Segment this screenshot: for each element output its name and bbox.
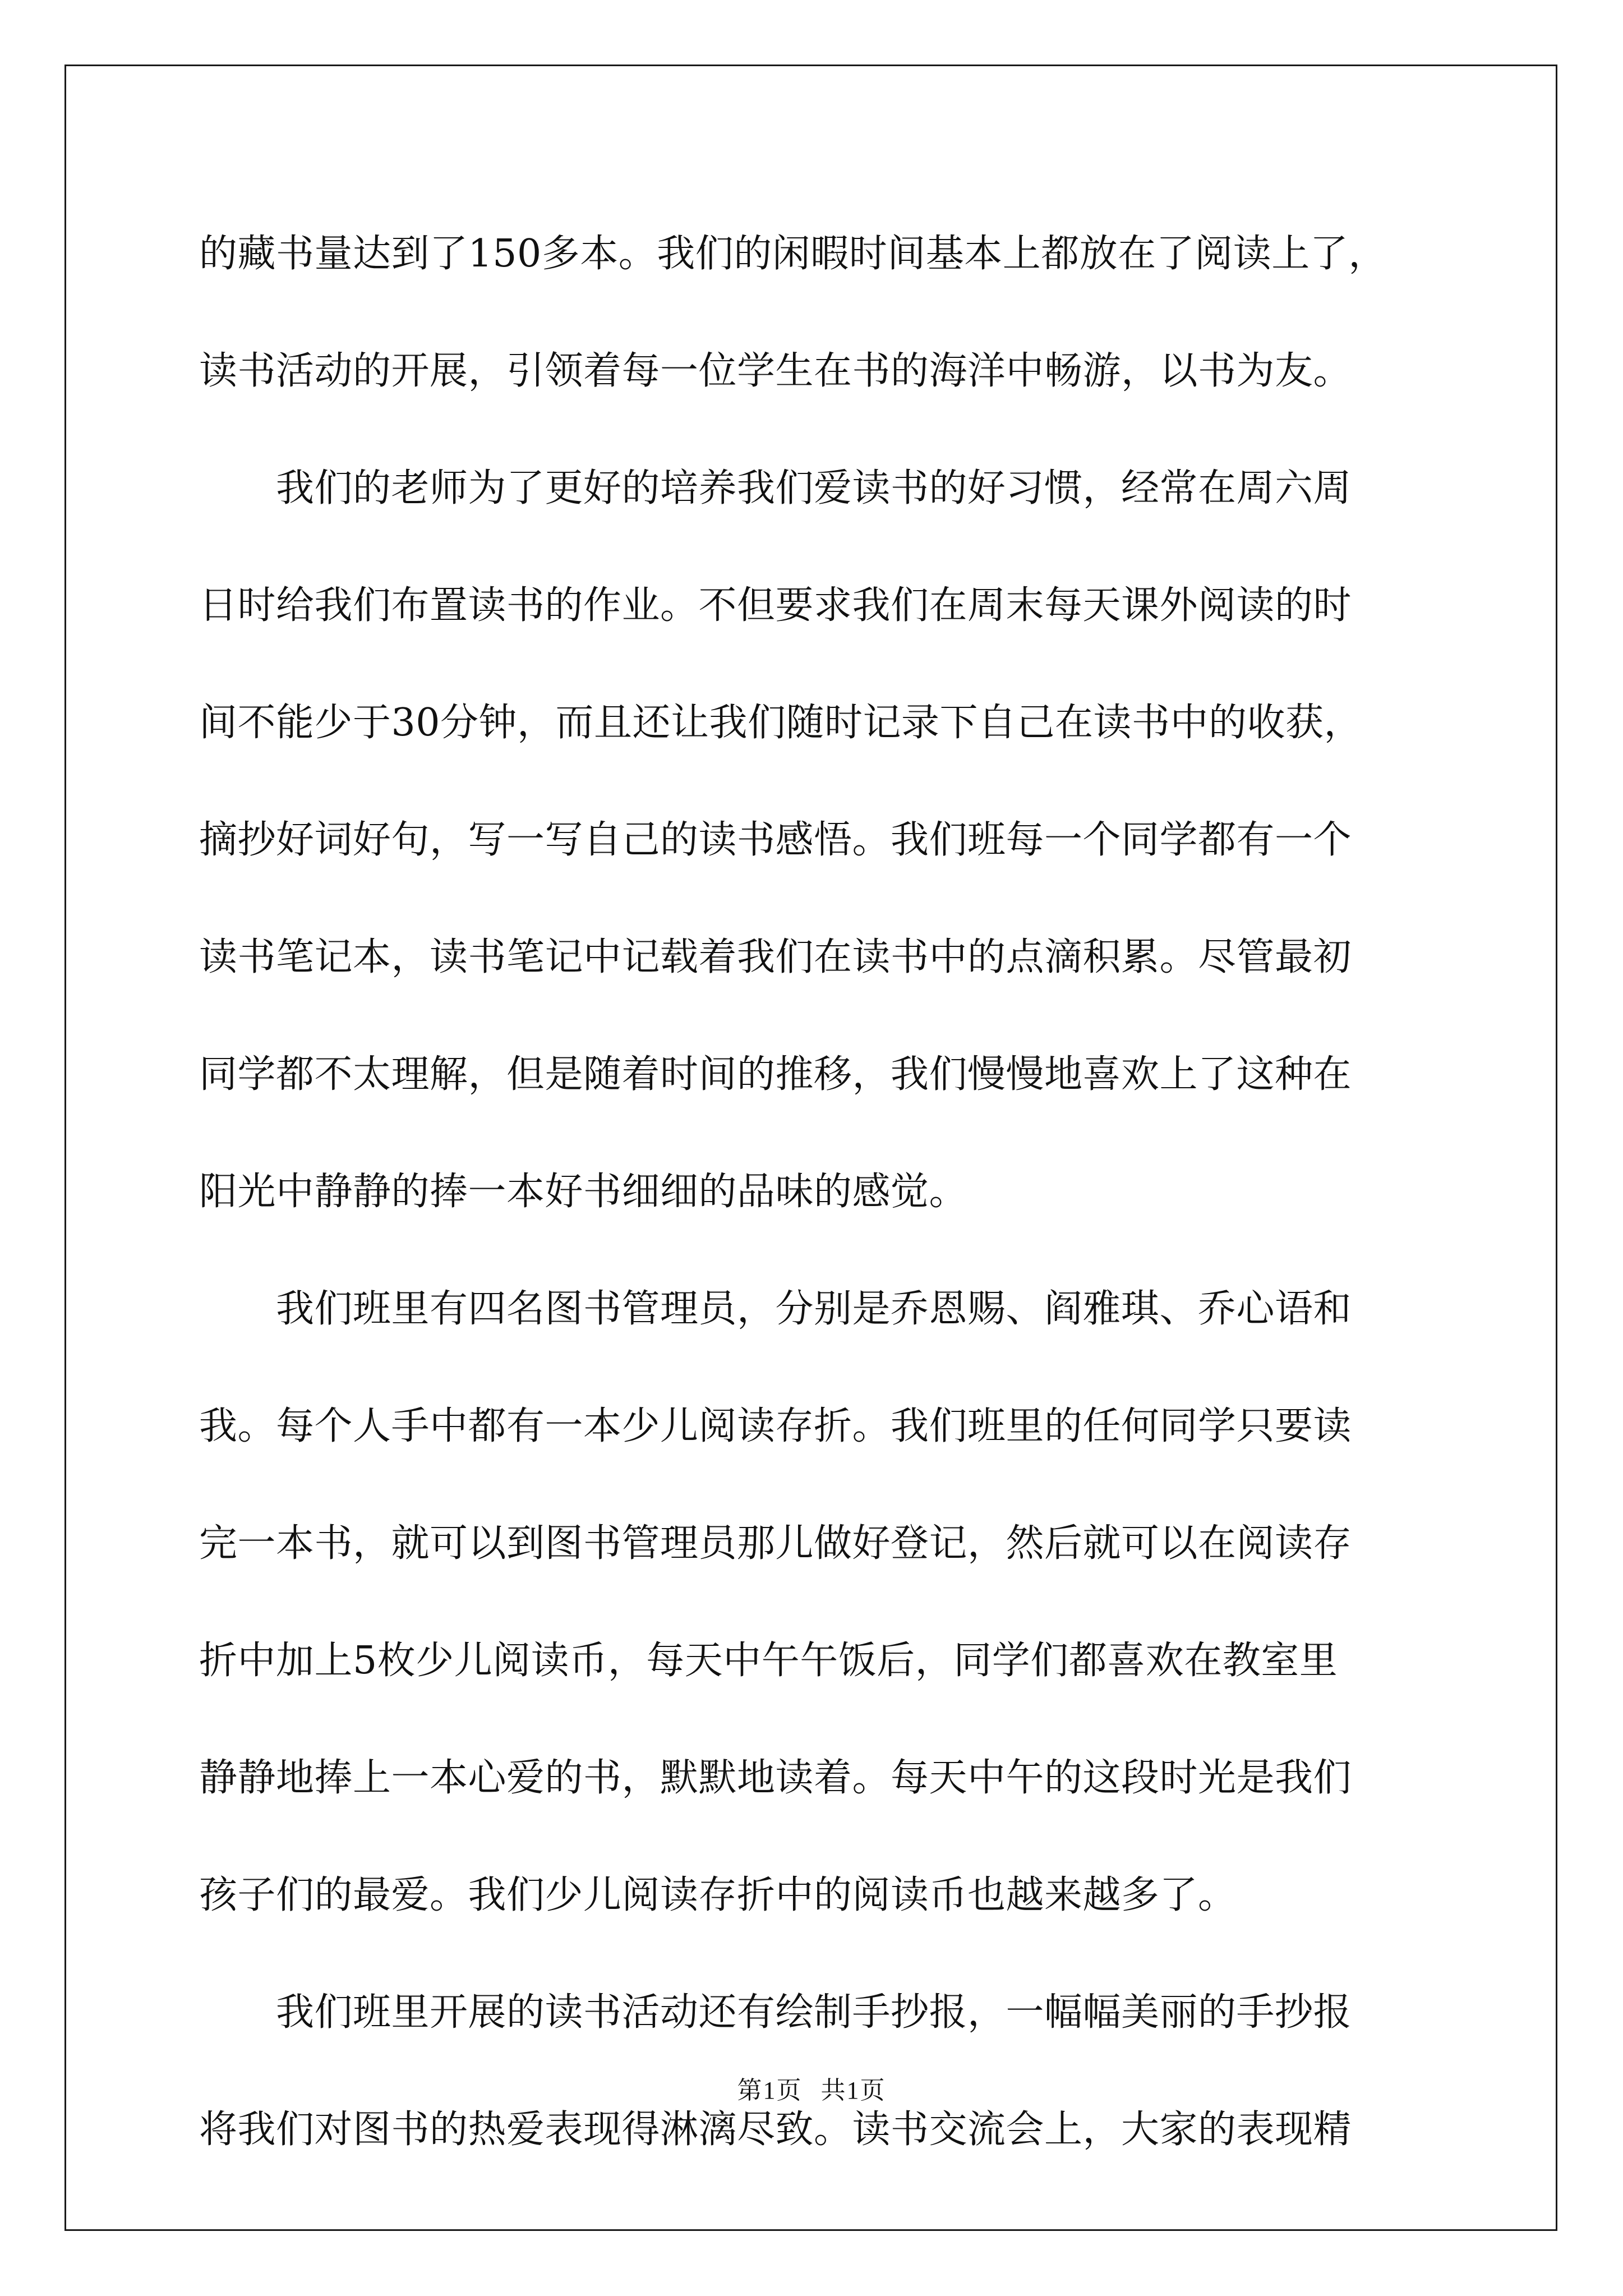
text-line: 同学都不太理解，但是随着时间的推移，我们慢慢地喜欢上了这种在 <box>199 1052 1352 1097</box>
text-line: 读书笔记本，读书笔记中记载着我们在读书中的点滴积累。尽管最初 <box>199 935 1352 979</box>
text-line: 日时给我们布置读书的作业。不但要求我们在周末每天课外阅读的时 <box>199 583 1352 628</box>
page-footer <box>0 2070 1623 2106</box>
text-line: 间不能少于30分钟，而且还让我们随时记录下自己在读书中的收获， <box>199 701 1363 745</box>
text-line: 阳光中静静的捧一本好书细细的品味的感觉。 <box>199 1170 968 1214</box>
text-line: 我们班里开展的读书活动还有绘制手抄报，一幅幅美丽的手抄报 <box>199 1990 1352 2035</box>
text-line: 折中加上5枚少儿阅读币，每天中午午饭后，同学们都喜欢在教室里 <box>199 1639 1338 1683</box>
page-number-total: 共1页 <box>820 2077 886 2104</box>
text-line: 我们的老师为了更好的培养我们爱读书的好习惯，经常在周六周 <box>199 466 1352 510</box>
text-line: 完一本书，就可以到图书管理员那儿做好登记，然后就可以在阅读存 <box>199 1521 1352 1566</box>
text-line: 孩子们的最爱。我们少儿阅读存折中的阅读币也越来越多了。 <box>199 1873 1237 1917</box>
text-line: 的藏书量达到了150多本。我们的闲暇时间基本上都放在了阅读上了， <box>199 232 1387 276</box>
page-number-current: 第1页 <box>737 2077 803 2104</box>
text-line: 我。每个人手中都有一本少儿阅读存折。我们班里的任何同学只要读 <box>199 1404 1352 1448</box>
text-line: 摘抄好词好句，写一写自己的读书感悟。我们班每一个同学都有一个 <box>199 818 1352 862</box>
text-line: 我们班里有四名图书管理员，分别是乔恩赐、阎雅琪、乔心语和 <box>199 1287 1352 1331</box>
text-line: 静静地捧上一本心爱的书，默默地读着。每天中午的这段时光是我们 <box>199 1756 1352 1800</box>
text-line: 读书活动的开展，引领着每一位学生在书的海洋中畅游，以书为友。 <box>199 349 1352 393</box>
text-line: 将我们对图书的热爱表现得淋漓尽致。读书交流会上，大家的表现精 <box>199 2108 1352 2152</box>
